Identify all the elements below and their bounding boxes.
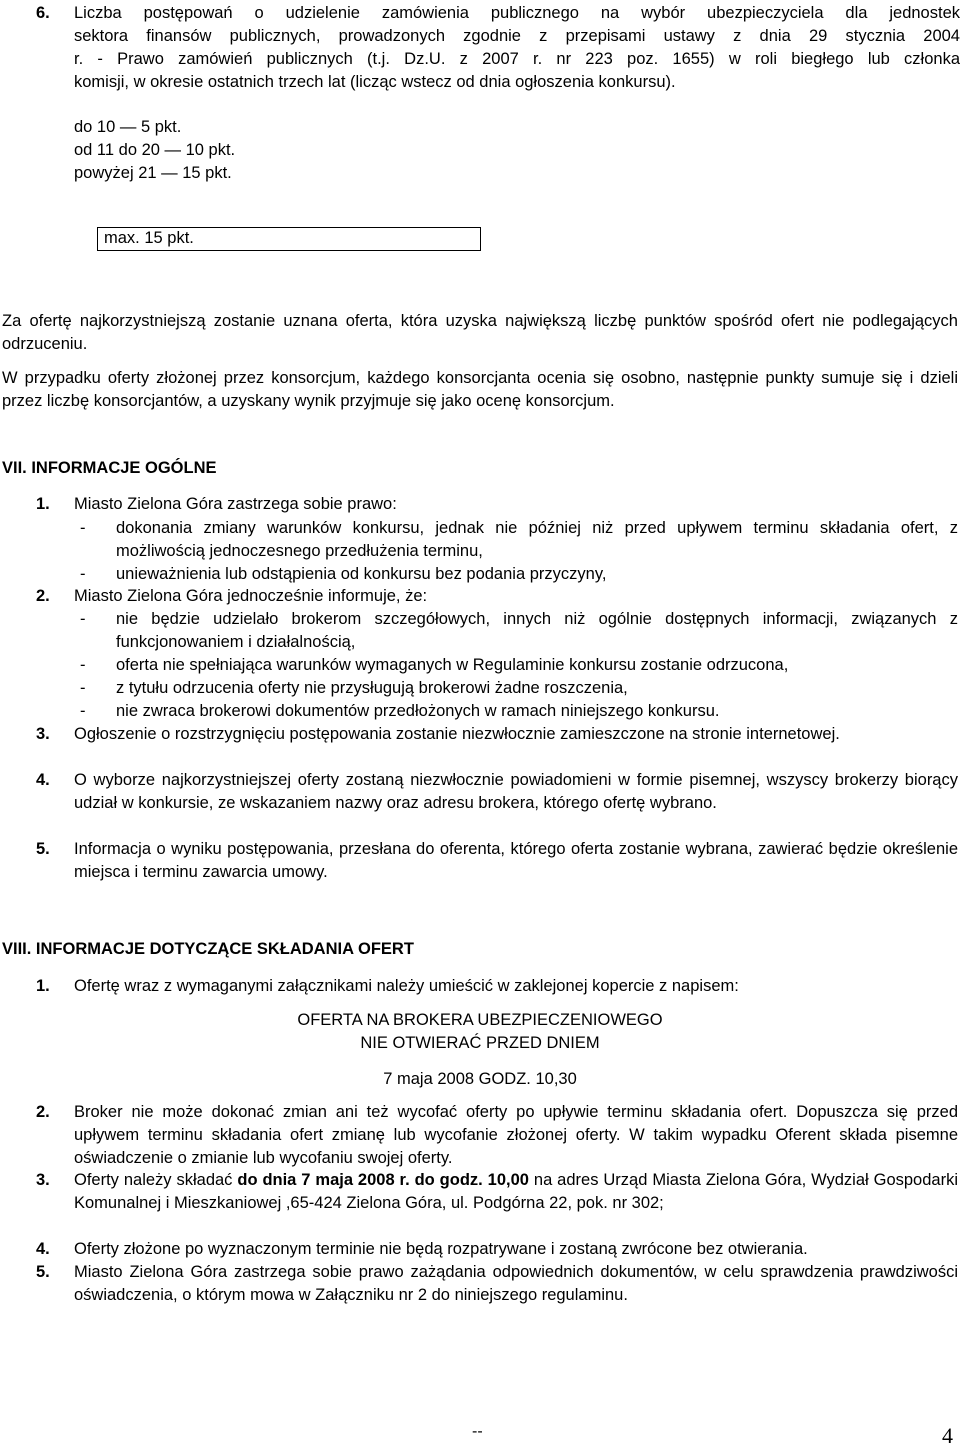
- list-item-text: Miasto Zielona Góra zastrzega sobie prawo:: [74, 495, 397, 513]
- consortium-paragraph: W przypadku oferty złożonej przez konsorcjum, każdego konsorcjanta ocenia się osobno, następnie punkty sumuje się i dzieli przez liczbę konsorcjantów, a uzyskany wynik przyjmuje się jako ocenę konsorcjum.: [2, 369, 958, 410]
- list-item-text: Miasto Zielona Góra zastrzega sobie prawo zażądania odpowiednich dokumentów, w celu sprawdzenia prawdziwości oświadczenia, o którym mowa w Załączniku nr 2 do niniejszego regulaminu.: [74, 1263, 958, 1304]
- list-item-text: Broker nie może dokonać zmian ani też wycofać oferty po upływie terminu składania ofert. Dopuszcza się przed upływem terminu składania ofert zmianę lub wycofanie złożonej oferty. W takim wypadku Oferent składa pisemne oświadczenie o zmianie lub wycofaniu swojej oferty.: [74, 1103, 958, 1167]
- max-points-label: max. 15 pkt.: [104, 229, 194, 247]
- list-item-text: Informacja o wyniku postępowania, przesłana do oferenta, którego oferta zostanie wybrana, zawierać będzie określenie miejsca i terminu zawarcia umowy.: [74, 840, 958, 881]
- dash-item: - nie będzie udzielało brokerom szczegółowych, innych niż ogólnie dostępnych informacji, związanych z funkcjonowaniem i działalnością,: [80, 610, 958, 651]
- scoring-list: [74, 116, 235, 185]
- page-number: 4: [942, 1423, 953, 1448]
- item-number: 3.: [36, 725, 50, 743]
- item-number: 2.: [36, 587, 50, 605]
- dash-item: - nie zwraca brokerowi dokumentów przedłożonych w ramach niniejszego konkursu.: [80, 702, 720, 720]
- item-number: 1.: [36, 495, 50, 513]
- scoring-row: od 11 do 20 — 10 pkt.: [74, 141, 236, 159]
- scoring-row: do 10 — 5 pkt.: [74, 118, 182, 136]
- list-item-text: Miasto Zielona Góra jednocześnie informuje, że:: [74, 587, 428, 605]
- list-item-text: O wyborze najkorzystniejszej oferty zostaną niezwłocznie powiadomieni w formie pisemnej, wszyscy brokerzy biorący udział w konkursie, ze wskazaniem nazwy oraz adresu brokera, którego ofertę wybrano.: [74, 771, 958, 812]
- item-number: 2.: [36, 1103, 50, 1121]
- envelope-label-line: NIE OTWIERAĆ PRZED DNIEM: [360, 1034, 600, 1052]
- scoring-row: powyżej 21 — 15 pkt.: [74, 164, 232, 182]
- best-offer-paragraph: Za ofertę najkorzystniejszą zostanie uznana oferta, która uzyska największą liczbę punktów spośród ofert nie podlegających odrzuceniu.: [2, 312, 958, 353]
- item-number: 4.: [36, 1240, 50, 1258]
- dash-item: - oferta nie spełniająca warunków wymaganych w Regulaminie konkursu zostanie odrzucona,: [80, 656, 789, 674]
- dash-item: - dokonania zmiany warunków konkursu, jednak nie później niż przed upływem terminu składania ofert, z możliwością jednoczesnego przedłużenia terminu,: [80, 519, 958, 560]
- item-number: 3.: [36, 1171, 50, 1189]
- section-heading: VII. INFORMACJE OGÓLNE: [2, 459, 217, 477]
- item-number: 1.: [36, 977, 50, 995]
- envelope-label-line: 7 maja 2008 GODZ. 10,30: [383, 1070, 577, 1088]
- dash-item: - z tytułu odrzucenia oferty nie przysługują brokerowi żadne roszczenia,: [80, 679, 628, 697]
- list-item-text: Ogłoszenie o rozstrzygnięciu postępowania zostanie niezwłocznie zamieszczone na stronie internetowej.: [74, 725, 840, 743]
- list-item-text: Ofertę wraz z wymaganymi załącznikami należy umieścić w zaklejonej kopercie z napisem:: [74, 977, 739, 995]
- section-heading: VIII. INFORMACJE DOTYCZĄCE SKŁADANIA OFERT: [2, 940, 414, 958]
- item-number: 4.: [36, 771, 50, 789]
- item-number: 5.: [36, 840, 50, 858]
- max-points-box: [97, 227, 481, 251]
- list-item-text: Oferty należy składać do dnia 7 maja 2008 r. do godz. 10,00 na adres Urząd Miasta Zielona Góra, Wydział Gospodarki Komunalnej i Mieszkaniowej ,65-424 Zielona Góra, ul. Podgórna 22, pok. nr 302;: [74, 1171, 958, 1212]
- item-number: 6.: [36, 4, 50, 22]
- list-item-text: Oferty złożone po wyznaczonym terminie nie będą rozpatrywane i zostaną zwrócone bez otwierania.: [74, 1240, 808, 1258]
- criterion-6-text: Liczba postępowań o udzielenie zamówienia publicznego na wybór ubezpieczyciela dla jednostek sektora finansów publicznych, prowadzonych zgodnie z przepisami ustawy z dnia 29 stycznia 2004 r. - Prawo zamówień publicznych (t.j. Dz.U. z 2007 r. nr 223 poz. 1655) w roli biegłego lub członka komisji, w okresie ostatnich trzech lat (licząc wstecz od dnia ogłoszenia konkursu).: [74, 4, 960, 91]
- footer-dash: --: [472, 1423, 483, 1440]
- item-number: 5.: [36, 1263, 50, 1281]
- dash-item: - unieważnienia lub odstąpienia od konkursu bez podania przyczyny,: [80, 565, 607, 583]
- envelope-label-line: OFERTA NA BROKERA UBEZPIECZENIOWEGO: [297, 1011, 663, 1029]
